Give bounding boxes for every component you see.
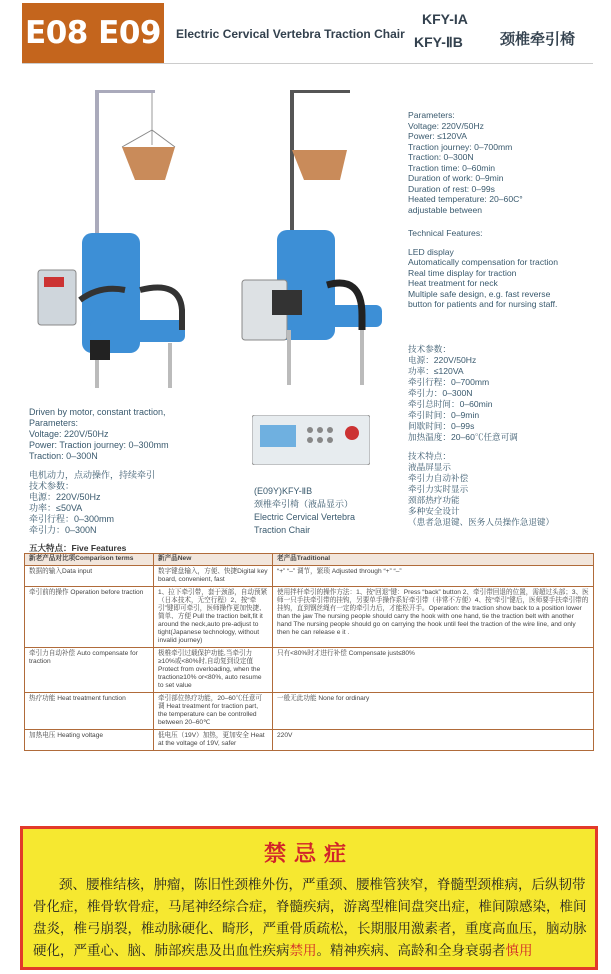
table-cell: 数据的输入Data input [25, 566, 154, 587]
table-row [25, 693, 594, 730]
contraindications-title: 禁忌症 [263, 842, 354, 867]
table-row [25, 566, 594, 587]
desc-line: 功率：≤50VA [29, 503, 83, 513]
header-title: Electric Cervical Vertebra Traction Chair [176, 27, 405, 41]
desc-line: 牵引力：0–300N [29, 525, 97, 535]
caption-line: (E09Y)KFY-ⅡB [254, 486, 313, 496]
param-line: Duration of rest: 0–99s [408, 183, 495, 194]
cn-line: 技术参数： [408, 344, 451, 354]
cn-line: 牵引力：0–300N [408, 388, 473, 398]
parameters-heading: Parameters: [408, 110, 455, 120]
feature-line: Real time display for traction [408, 267, 517, 278]
feature-line: Automatically compensation for traction [408, 257, 558, 267]
cn-line: 加热温度：20–60℃任意可调 [408, 432, 518, 442]
table-cell: 牵引部位热疗功能，20–60℃任意可调 Heat treatment for traction part, the temperature can be controlled between 20–60℃ [154, 693, 273, 730]
cn-line: 电源：220V/50Hz [408, 355, 477, 365]
caption-line: Electric Cervical Vertebra [254, 512, 356, 522]
desc-line: Voltage: 220V/50Hz [29, 429, 109, 439]
table-header-row [25, 554, 594, 566]
contra-text: 颈、腰椎结核，肿瘤，陈旧性颈椎外伤，严重颈、腰椎管狭窄，脊髓型颈椎病，后纵韧带骨化症，椎骨软骨症，马尾神经综合症，脊髓疾病，游离型椎间盘突出症，椎间隙感染，椎间盘炎，椎弓崩裂，椎动脉硬化、畸形，严重骨质疏松，长期服用激素者，重度高血压，脑动脉硬化，严重心、脑、肺部疾患及出血性疾病 [33, 877, 587, 959]
desc-line: 技术参数： [29, 481, 75, 491]
table-cell: 使用拌杆牵引的操作方法：1、按“回退”键：Press “back” button 2、牵引带回退的位置，需超过头部；3、医师一只手扶牵引带的挂钩，另要单手操作系好牵引带（非常不方便）4、按“牵引”键后，医师要手扶牵引带的挂钩，直到钢丝绳有一定的牵引力后，才能松开手。Operation: the traction show back to a position lower than the jaw The nursing people should carry the hook with one hand, tie the traction belt with another hand The nursing people should go on carrying the hook until feel the traction of the wire line, and only then he can release e it . [273, 587, 594, 648]
contra-red-text: 慎用 [505, 943, 533, 959]
cn-line: 间歇时间：0–99s [408, 421, 475, 431]
cn-line: 牵引力自动补偿 [408, 473, 469, 483]
cn-line: 多种安全设计 [408, 506, 460, 516]
cn-line: 技术特点： [408, 451, 451, 461]
contraindications-body [33, 874, 589, 962]
param-line: Traction: 0–300N [408, 152, 474, 162]
desc-line: Parameters: [29, 418, 79, 428]
param-line: Voltage: 220V/50Hz [408, 120, 484, 131]
table-cell: 极椎牵引过载保护功能,当牵引力≥10%或<80%时,自动复到设定值 Protect from overloading, when the traction≥10% or<80%, auto resume to set value [154, 648, 273, 693]
contra-text: 。精神疾病、高龄和全身衰弱者 [316, 943, 506, 959]
param-line: adjustable between [408, 204, 483, 215]
desc-line: 牵引行程：0–300mm [29, 514, 115, 524]
feature-line: Multiple safe design, e.g. fast reverse [408, 288, 551, 299]
mid-caption [254, 485, 355, 537]
five-features-heading: 五大特点：Five Features [29, 543, 127, 553]
table-cell: 一般无此功能 None for ordinary [273, 693, 594, 730]
cn-line: 牵引时间：0–9min [408, 410, 480, 420]
desc-line: Driven by motor, constant traction, [29, 407, 166, 417]
table-cell: 牵引力自动补偿 Auto compensate for traction [25, 648, 154, 693]
tech-features-heading: Technical Features: [408, 228, 483, 238]
model-kfy-1a: KFY-IA [422, 11, 468, 27]
table-cell: 热疗功能 Heat treatment function [25, 693, 154, 730]
header [22, 3, 593, 64]
comparison-table [24, 553, 594, 751]
table-row [25, 587, 594, 648]
header-cn-title: 颈椎牵引椅 [500, 30, 576, 48]
table-cell: 低电压（19V）加热，更加安全 Heat at the voltage of 19V, safer [154, 730, 273, 751]
parameters-block [408, 110, 523, 215]
param-line: Traction journey: 0–700mm [408, 141, 513, 152]
contraindications-box [20, 826, 598, 970]
desc-line: 电机动力，点动操作，持续牵引 [29, 470, 156, 480]
table-cell: 数字键盘输入，方便、快捷Digital key board, convenient, fast [154, 566, 273, 587]
cn-line: （患者急退键、医务人员操作急退键） [408, 517, 555, 527]
feature-line: LED display [408, 246, 454, 257]
table-cell: 220V [273, 730, 594, 751]
technical-features-block [408, 228, 558, 310]
left-description [29, 407, 169, 536]
table-cell: “+” “–” 调节，繁琐 Adjusted through “+” “–” [273, 566, 594, 587]
table-header-cell: 新老产品对比项Comparison terms [25, 554, 154, 566]
table-row [25, 648, 594, 693]
param-line: Duration of work: 0–9min [408, 173, 504, 183]
cn-line: 牵引总时间：0–60min [408, 399, 493, 409]
table-cell: 只有<80%时才进行补偿 Compensate just≤80% [273, 648, 594, 693]
table-row [25, 730, 594, 751]
tech-params-cn [408, 344, 554, 528]
param-line: Traction time: 0–60min [408, 162, 496, 173]
feature-line: Heat treatment for neck [408, 278, 498, 288]
controller-panel-illustration [252, 415, 370, 465]
contra-red-text: 禁用 [289, 943, 317, 959]
param-line: Heated temperature: 20–60C° [408, 194, 523, 204]
desc-line: Traction: 0–300N [29, 451, 98, 461]
cn-line: 功率：≤120VA [408, 366, 464, 376]
cn-line: 牵引行程：0–700mm [408, 377, 490, 387]
chair-illustration-right [232, 85, 407, 395]
chair-illustration-left [30, 85, 200, 395]
cn-line: 牵引力实时显示 [408, 484, 469, 494]
caption-line: 颈椎牵引椅（液晶显示） [254, 499, 354, 509]
caption-line: Traction Chair [254, 525, 311, 535]
model-badge: E08 E09 [22, 3, 164, 63]
model-kfy-2b: KFY-ⅡB [414, 34, 463, 50]
param-line: Power: ≤120VA [408, 131, 468, 141]
table-header-cell: 新产品New [154, 554, 273, 566]
table-cell: 1、拉下牵引带，套于颈部，自动预紧（日本技术，无空行程）2、按“牵引”键即可牵引，医师操作更加快捷、简单、方便 Pull the traction belt,fit it around the neck,auto pre-adjust to tight(Japanese technology, without invalid journey) [154, 587, 273, 648]
desc-line: Power: Traction journey: 0–300mm [29, 440, 169, 450]
table-cell: 加热电压 Heating voltage [25, 730, 154, 751]
feature-line: button for patients and for nursing staff. [408, 299, 558, 309]
cn-line: 颈部热疗功能 [408, 495, 460, 505]
table-header-cell: 老产品Traditional [273, 554, 594, 566]
table-cell: 牵引前的操作 Operation before traction [25, 587, 154, 648]
desc-line: 电源：220V/50Hz [29, 492, 101, 502]
cn-line: 液晶屏显示 [408, 462, 451, 472]
